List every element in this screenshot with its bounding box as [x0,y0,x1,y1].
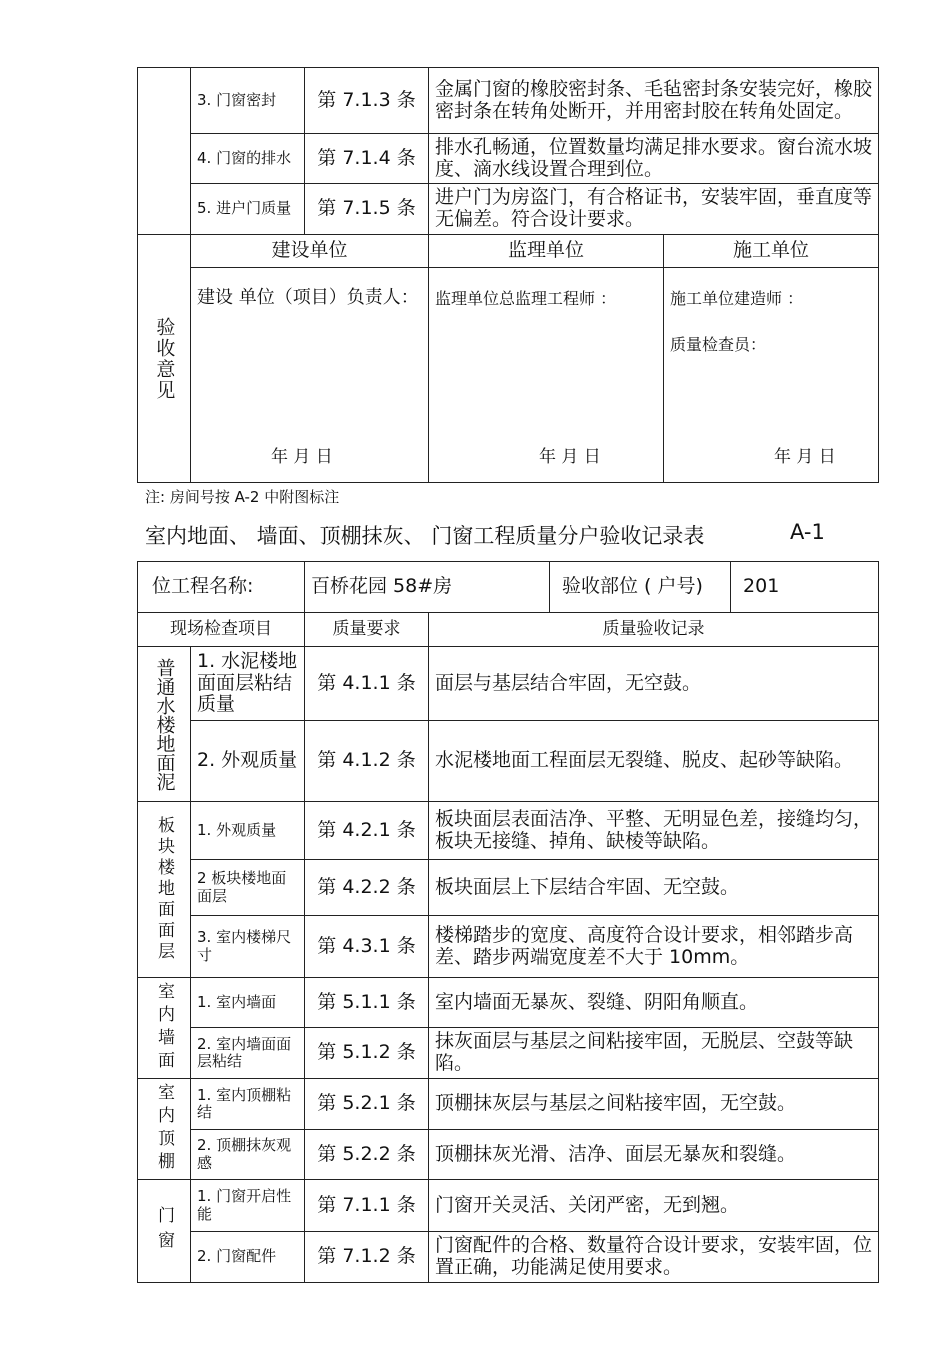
supervisor-unit-header: 监理单位 [429,235,664,268]
standard-cell: 第 4.1.2 条 [305,721,429,802]
standard-cell: 第 7.1.4 条 [305,134,429,184]
item-cell: 2. 室内墙面面层粘结 [191,1028,305,1079]
header-acceptance-record: 质量验收记录 [429,613,879,647]
standard-cell: 第 4.1.1 条 [305,647,429,721]
group-cell [138,68,191,235]
owner-unit-header: 建设单位 [191,235,429,268]
signature-header-row [138,235,879,268]
group-label: 门窗 [138,1180,191,1283]
record-cell: 水泥楼地面工程面层无裂缝、脱皮、起砂等缺陷。 [429,721,879,802]
standard-cell: 第 4.3.1 条 [305,916,429,978]
standard-cell: 第 7.1.5 条 [305,184,429,235]
builder-signature-label: 施工单位建造师 ： [670,289,804,308]
acceptance-label: 验收意见 [138,235,191,483]
info-row [138,562,879,613]
unit-value: 201 [731,562,879,613]
table-row [138,1232,879,1283]
record-cell: 抹灰面层与基层之间粘接牢固，无脱层、空鼓等缺陷。 [429,1028,879,1079]
table-row [138,1130,879,1180]
owner-signature-cell [191,268,429,483]
table-row [138,1079,879,1130]
top-table [137,67,879,483]
standard-cell: 第 7.1.3 条 [305,68,429,134]
supervisor-signature-label: 监理单位总监理工程师 ： [435,289,617,308]
inspector-label: 质量检查员： [670,335,767,355]
item-cell: 2. 顶棚抹灰观感 [191,1130,305,1180]
table-row [138,647,879,721]
item-cell: 1. 室内顶棚粘结 [191,1079,305,1130]
item-cell: 3. 室内楼梯尺寸 [191,916,305,978]
supervisor-signature-cell [429,268,664,483]
standard-cell: 第 4.2.1 条 [305,802,429,860]
standard-cell: 第 5.1.2 条 [305,1028,429,1079]
table-row [138,916,879,978]
footnote: 注: 房间号按 A-2 中附图标注 [145,488,340,506]
main-table [137,561,879,1283]
builder-signature-cell [664,268,879,483]
group-label: 室内墙面 [138,978,191,1079]
record-cell: 排水孔畅通，位置数量均满足排水要求。窗台流水坡度、滴水线设置合理到位。 [429,134,879,184]
owner-date: 年 月 日 [271,447,333,468]
form-code: A-1 [790,520,825,544]
record-cell: 面层与基层结合牢固，无空鼓。 [429,647,879,721]
group-label: 室内顶棚 [138,1079,191,1180]
builder-date: 年 月 日 [774,447,836,468]
table-row [138,978,879,1028]
table-row [138,1180,879,1232]
record-cell: 顶棚抹灰层与基层之间粘接牢固，无空鼓。 [429,1079,879,1130]
table-row [138,134,879,184]
table-row [138,184,879,235]
supervisor-date: 年 月 日 [539,447,601,468]
record-cell: 楼梯踏步的宽度、高度符合设计要求，相邻踏步高差、踏步两端宽度差不大于 10mm。 [429,916,879,978]
item-cell: 4. 门窗的排水 [191,134,305,184]
standard-cell: 第 5.2.2 条 [305,1130,429,1180]
unit-label: 验收部位 ( 户号) [550,562,731,613]
table-row [138,802,879,860]
record-cell: 室内墙面无暴灰、裂缝、阴阳角顺直。 [429,978,879,1028]
group-label: 板块楼地面面层 [138,802,191,978]
title-text: 室内地面、 墙面、顶棚抹灰、 门窗工程质量分户验收记录表 [145,524,705,548]
builder-unit-header: 施工单位 [664,235,879,268]
record-cell: 门窗配件的合格、数量符合设计要求，安装牢固，位置正确，功能满足使用要求。 [429,1232,879,1283]
item-cell: 2. 外观质量 [191,721,305,802]
record-cell: 进户门为房盗门，有合格证书，安装牢固，垂直度等无偏差。符合设计要求。 [429,184,879,235]
header-quality-requirement: 质量要求 [305,613,429,647]
group-label: 普通水楼地面泥 [138,647,191,802]
item-cell: 3. 门窗密封 [191,68,305,134]
project-label: 位工程名称: [138,562,305,613]
owner-signature-label: 建设 单位（项目）负责人： [197,287,419,308]
table-row [138,1028,879,1079]
item-cell: 1. 外观质量 [191,802,305,860]
standard-cell: 第 7.1.2 条 [305,1232,429,1283]
project-value: 百桥花园 58#房 [305,562,550,613]
table-row [138,860,879,916]
standard-cell: 第 5.2.1 条 [305,1079,429,1130]
record-cell: 板块面层表面洁净、平整、无明显色差，接缝均匀，板块无接缝、掉角、缺棱等缺陷。 [429,802,879,860]
header-inspection-item: 现场检查项目 [138,613,305,647]
record-cell: 门窗开关灵活、关闭严密，无到翘。 [429,1180,879,1232]
standard-cell: 第 5.1.1 条 [305,978,429,1028]
signature-body-row [138,268,879,483]
item-cell: 5. 进户门质量 [191,184,305,235]
item-cell: 1. 水泥楼地面面层粘结质量 [191,647,305,721]
standard-cell: 第 4.2.2 条 [305,860,429,916]
header-row [138,613,879,647]
item-cell: 1. 门窗开启性能 [191,1180,305,1232]
record-cell: 顶棚抹灰光滑、洁净、面层无暴灰和裂缝。 [429,1130,879,1180]
standard-cell: 第 7.1.1 条 [305,1180,429,1232]
table-row [138,68,879,134]
record-cell: 金属门窗的橡胶密封条、毛毡密封条安装完好，橡胶密封条在转角处断开，并用密封胶在转角处固定。 [429,68,879,134]
item-cell: 2. 门窗配件 [191,1232,305,1283]
item-cell: 1. 室内墙面 [191,978,305,1028]
page-title [145,520,825,550]
table-row [138,721,879,802]
item-cell: 2 板块楼地面面层 [191,860,305,916]
record-cell: 板块面层上下层结合牢固、无空鼓。 [429,860,879,916]
